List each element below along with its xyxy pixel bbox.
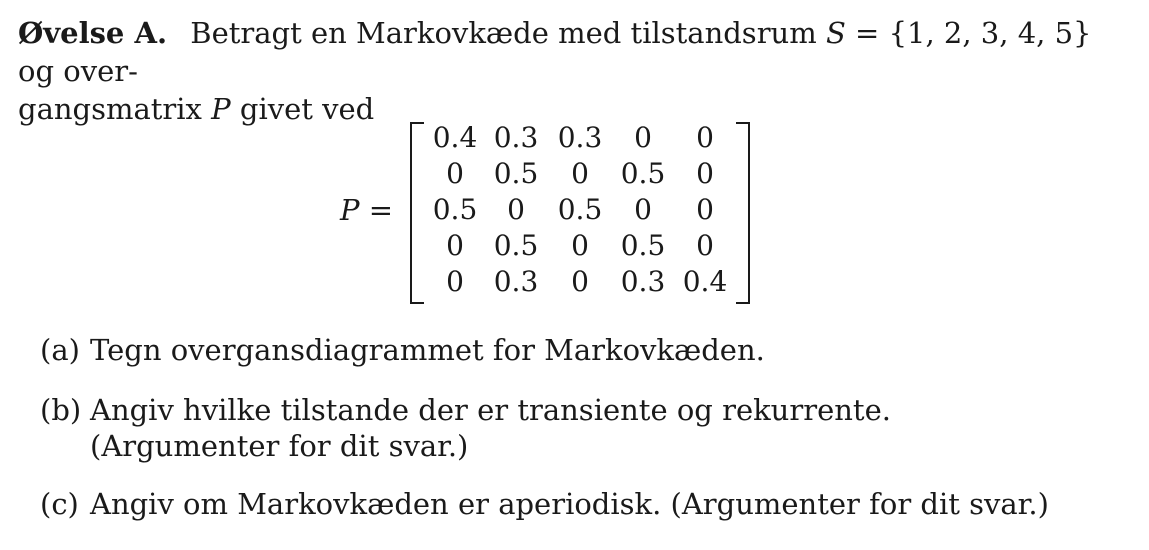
question-label: (c) xyxy=(40,487,79,521)
matrix-cell: 0.3 xyxy=(620,265,666,298)
intro-text: Betragt en Markovkæde med tilstandsrum xyxy=(190,16,817,50)
state-space-symbol: S xyxy=(825,16,846,50)
matrix-cell: 0 xyxy=(446,157,464,190)
intro-text-end: og over- xyxy=(18,54,138,88)
matrix-cell: 0.5 xyxy=(620,157,666,190)
matrix-cell: 0 xyxy=(571,229,589,262)
matrix-cell: 0 xyxy=(696,121,714,154)
matrix-cell: 0 xyxy=(634,121,652,154)
question-a xyxy=(40,332,765,368)
matrix-cell: 0 xyxy=(571,157,589,190)
matrix-cell: 0 xyxy=(571,265,589,298)
question-b xyxy=(40,392,891,463)
matrix-cell: 0 xyxy=(446,229,464,262)
matrix-cell: 0.5 xyxy=(620,229,666,262)
question-c xyxy=(40,486,1049,522)
matrix-left-bracket xyxy=(410,122,424,304)
matrix-symbol: P xyxy=(211,92,231,126)
matrix-cell: 0 xyxy=(634,193,652,226)
matrix-cell: 0.3 xyxy=(493,121,539,154)
matrix-cell: 0.5 xyxy=(493,157,539,190)
equals-sign: = xyxy=(855,16,880,50)
matrix-cell: 0.5 xyxy=(493,229,539,262)
matrix-cell: 0.3 xyxy=(557,121,603,154)
intro-text-line2: gangsmatrix xyxy=(18,92,202,126)
question-text: Angiv om Markovkæden er aperiodisk. (Argumenter for dit svar.) xyxy=(90,487,1049,521)
question-text: Angiv hvilke tilstande der er transiente og rekurrente. xyxy=(90,393,891,427)
question-text: Tegn overgansdiagrammet for Markovkæden. xyxy=(90,333,765,367)
matrix-cell: 0.4 xyxy=(432,121,478,154)
matrix-label-text: P = xyxy=(340,193,394,227)
matrix-cell: 0 xyxy=(507,193,525,226)
question-label: (b) xyxy=(40,393,82,427)
matrix-cell: 0 xyxy=(696,193,714,226)
state-set: {1, 2, 3, 4, 5} xyxy=(888,16,1092,50)
question-continuation: (Argumenter for dit svar.) xyxy=(90,429,469,463)
exercise-title: Øvelse A. xyxy=(18,16,168,50)
matrix-cell: 0.5 xyxy=(557,193,603,226)
matrix-cell: 0 xyxy=(446,265,464,298)
exercise-intro xyxy=(18,14,1128,128)
intro-text-line2-end: givet ved xyxy=(239,92,375,126)
matrix-right-bracket xyxy=(736,122,750,304)
matrix-label xyxy=(340,192,393,228)
matrix-cell: 0 xyxy=(696,229,714,262)
matrix-cell: 0 xyxy=(696,157,714,190)
matrix-cell: 0.4 xyxy=(682,265,728,298)
question-label: (a) xyxy=(40,333,80,367)
matrix-cell: 0.3 xyxy=(493,265,539,298)
matrix-cell: 0.5 xyxy=(432,193,478,226)
